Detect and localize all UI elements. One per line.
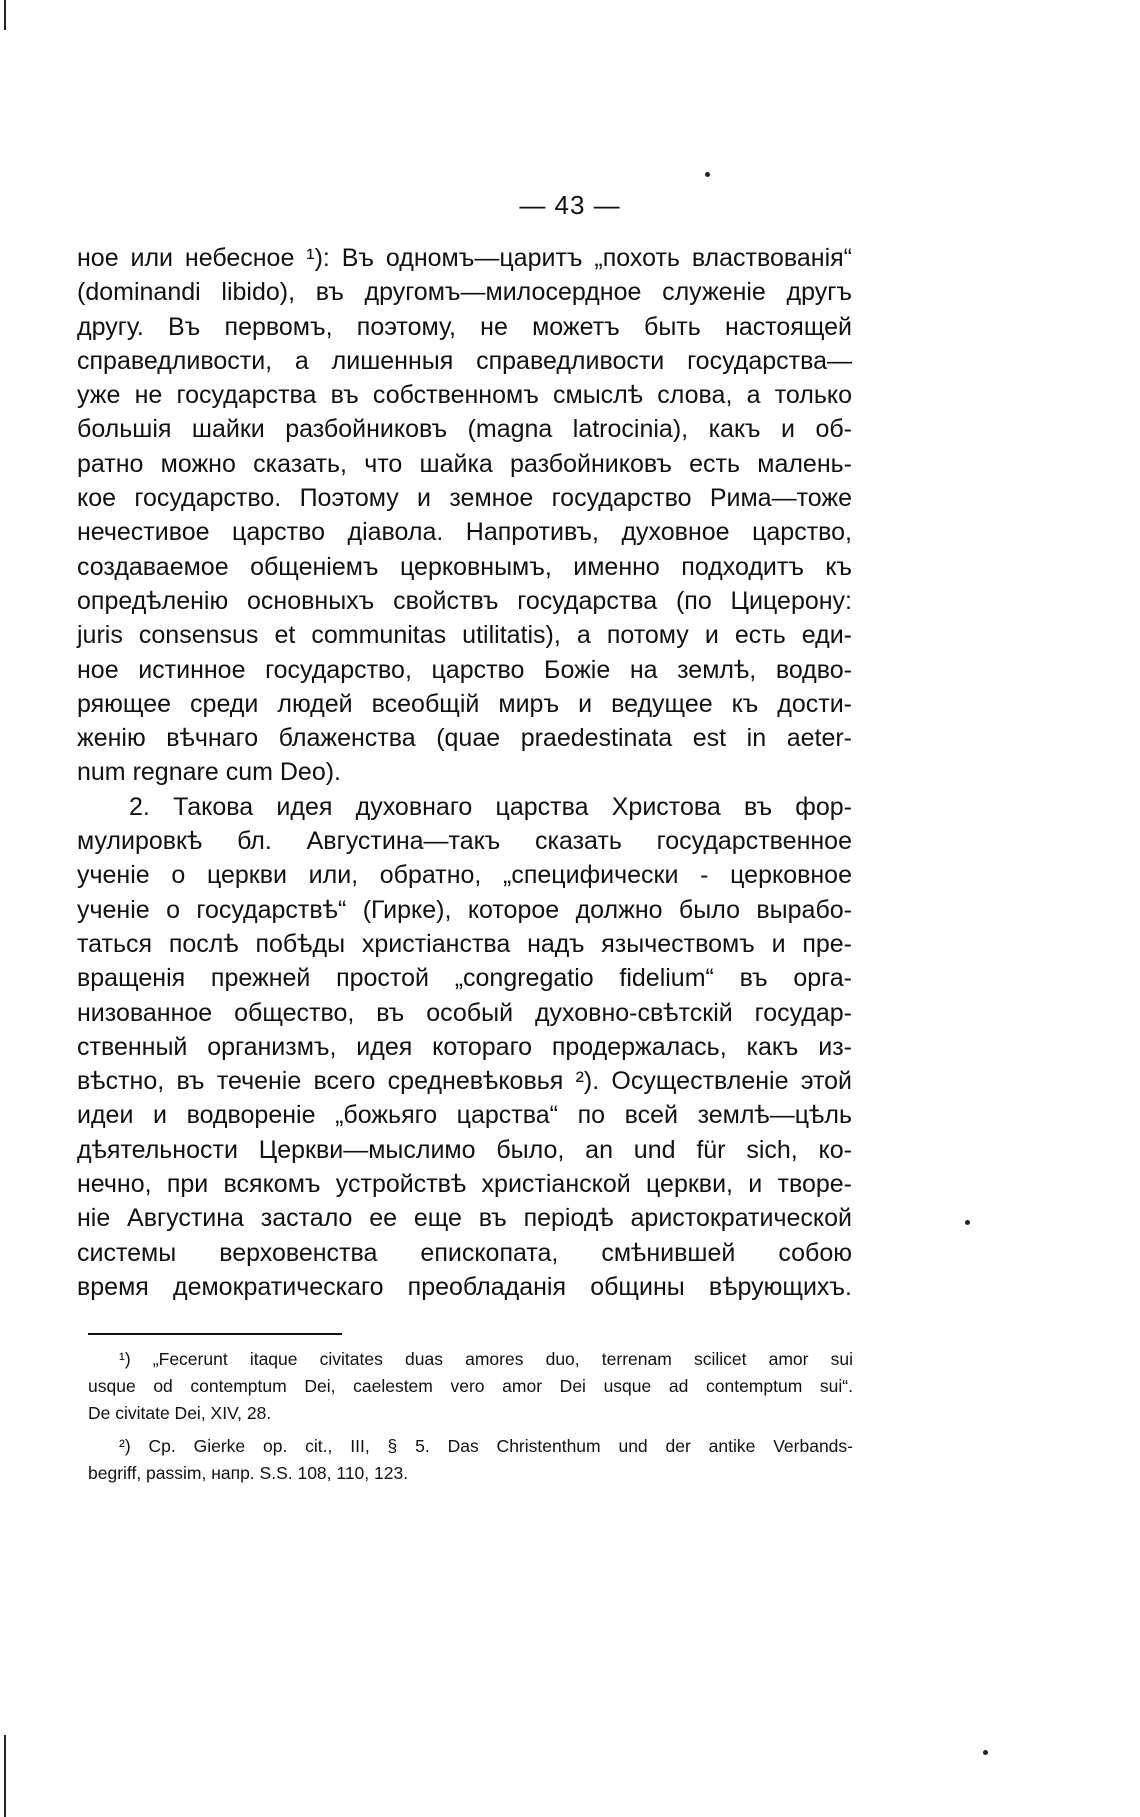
text-line: ніе Августина застало ее еще въ періодѣ аристократической bbox=[77, 1204, 852, 1233]
page-number: — 43 — bbox=[519, 190, 621, 220]
scan-edge-mark bbox=[4, 0, 6, 30]
text-line: дѣятельности Церкви—мыслимо было, an und für sich, ко- bbox=[77, 1135, 852, 1164]
scan-speck bbox=[983, 1750, 988, 1755]
text-line: вращенія прежней простой „congregatio fidelium“ въ орга- bbox=[77, 964, 852, 993]
text-line: системы верховенства епископата, смѣнившей собою bbox=[77, 1238, 852, 1267]
main-text bbox=[77, 241, 852, 1304]
footnote-divider bbox=[88, 1333, 342, 1335]
text-line: идеи и водвореніе „божьяго царства“ по всей землѣ—цѣль bbox=[77, 1101, 852, 1130]
text-line: кое государство. Поэтому и земное государство Рима—тоже bbox=[77, 484, 852, 513]
text-line: низованное общество, въ особый духовно-свѣтскій государ- bbox=[77, 998, 852, 1027]
footnote-line: De civitate Dei, XIV, 28. bbox=[88, 1403, 272, 1423]
text-line: нечестивое царство діавола. Напротивъ, духовное царство, bbox=[77, 518, 852, 547]
text-line: 2. Такова идея духовнаго царства Христова въ фор- bbox=[129, 792, 852, 821]
footnote-line: ¹) „Fecerunt itaque civitates duas amores duo, terrenam scilicet amor sui bbox=[119, 1349, 853, 1369]
text-line: ученіе о государствѣ“ (Гирке), которое должно было вырабо- bbox=[77, 895, 852, 924]
text-line: num regnare cum Deo). bbox=[77, 758, 342, 787]
scan-speck bbox=[705, 172, 710, 177]
text-line: ное истинное государство, царство Божіе на землѣ, водво- bbox=[77, 655, 852, 684]
text-line: ное или небесное ¹): Въ одномъ—царитъ „похоть властвованія“ bbox=[77, 244, 852, 272]
text-line: большія шайки разбойниковъ (magna latrocinia), какъ и об- bbox=[77, 415, 852, 444]
text-line: опредѣленію основныхъ свойствъ государства (по Цицерону: bbox=[77, 586, 852, 615]
text-line: вѣстно, въ теченіе всего средневѣковья ²). Осуществленіе этой bbox=[77, 1067, 852, 1096]
text-line: другу. Въ первомъ, поэтому, не можетъ быть настоящей bbox=[77, 312, 852, 341]
text-line: ственный организмъ, идея котораго продержалась, какъ из- bbox=[77, 1032, 852, 1061]
text-line: (dominandi libido), въ другомъ—милосердное служеніе другъ bbox=[77, 278, 852, 307]
footnote-line: ²) Cp. Gierke op. cit., III, § 5. Das Christenthum und der antike Verbands- bbox=[119, 1436, 853, 1456]
scan-speck bbox=[965, 1220, 970, 1225]
footnote-line: usque od contemptum Dei, caelestem vero amor Dei usque ad contemptum sui“. bbox=[88, 1376, 853, 1396]
text-line: мулировкѣ бл. Августина—такъ сказать государственное bbox=[77, 827, 852, 856]
text-line: ратно можно сказать, что шайка разбойниковъ есть малень- bbox=[77, 449, 852, 478]
footnotes bbox=[88, 1346, 853, 1487]
footnote-1 bbox=[88, 1346, 853, 1427]
text-line: ученіе о церкви или, обратно, „специфически - церковное bbox=[77, 861, 852, 890]
scan-edge-mark bbox=[4, 1735, 6, 1817]
text-line: женію вѣчнаго блаженства (quae praedestinata est in aeter- bbox=[77, 724, 852, 753]
text-line: время демократическаго преобладанія общины вѣрующихъ. bbox=[77, 1272, 852, 1301]
text-line: нечно, при всякомъ устройствѣ христіанской церкви, и творе- bbox=[77, 1170, 852, 1199]
text-line: справедливости, а лишенныя справедливости государства— bbox=[77, 346, 852, 375]
text-line: ряющее среди людей всеобщій миръ и ведущее къ дости- bbox=[77, 689, 852, 718]
text-line: создаваемое общеніемъ церковнымъ, именно подходитъ къ bbox=[77, 552, 852, 581]
text-line: уже не государства въ собственномъ смыслѣ слова, а только bbox=[77, 381, 852, 410]
footnote-2 bbox=[88, 1433, 853, 1487]
footnote-line: begriff, passim, напр. S.S. 108, 110, 123. bbox=[88, 1463, 409, 1483]
text-line: juris consensus et communitas utilitatis), а потому и есть еди- bbox=[77, 621, 852, 650]
text-line: таться послѣ побѣды христіанства надъ язычествомъ и пре- bbox=[77, 929, 852, 958]
